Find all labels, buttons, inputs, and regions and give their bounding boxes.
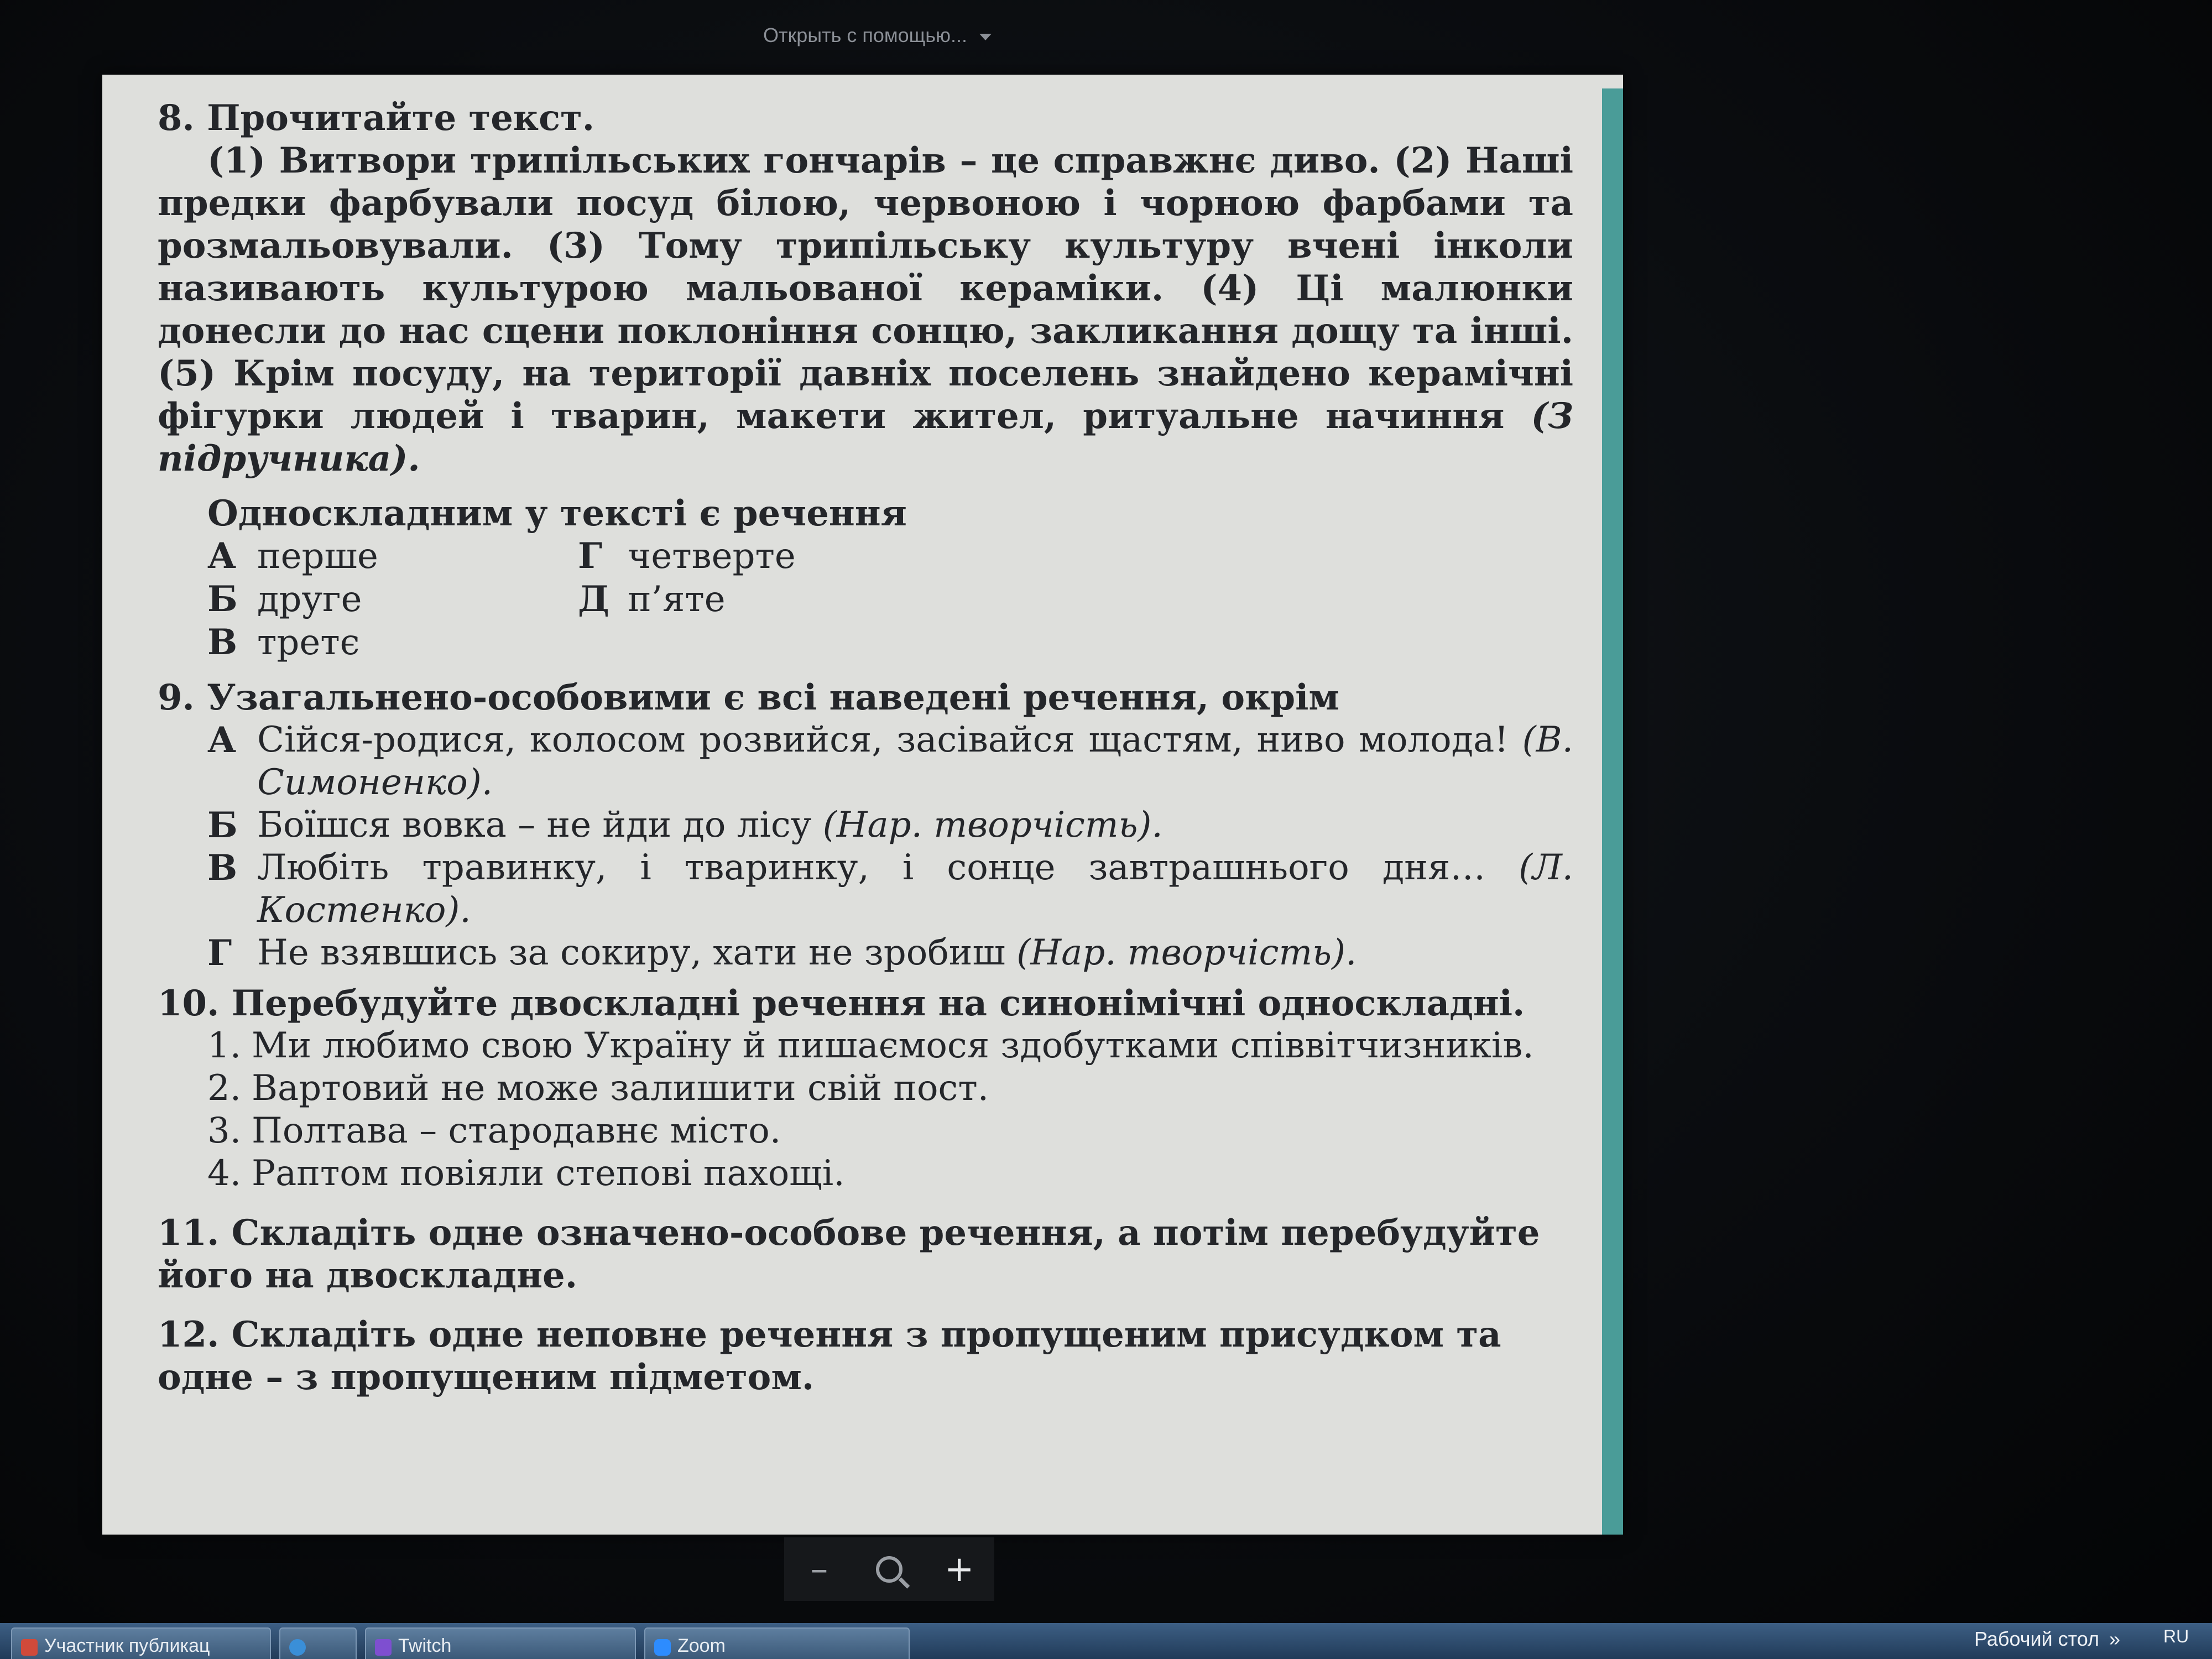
task-8-option: Д п’яте [578,578,726,620]
task-9-option: Г Не взявшись за сокиру, хати не зробиш (Нар. творчість). [207,932,1357,974]
browser-icon [289,1639,306,1656]
task-8-question: Односкладним у тексті є речення [207,493,907,534]
task-8-options [207,535,1573,664]
task-10 [158,982,1573,1195]
open-with-menu[interactable] [763,20,992,51]
task-8-source: (З підручника). [158,395,1574,479]
page-edge-stripe [1602,88,1623,1535]
twitch-icon [375,1639,392,1656]
task-8-title: 8. Прочитайте текст. [158,97,595,139]
task-12-title: 12. Складіть одне неповне речення з пропущеним присудком та одне – з пропущеним підметом. [158,1314,1501,1398]
task-9-option: В Любіть травинку, і тваринку, і сонце завтрашнього дня… (Л. Костенко). [207,847,1573,931]
task-9-title: 9. Узагальнено-особовими є всі наведені речення, окрім [158,677,1339,718]
task-8 [158,97,1573,664]
zoom-out-button[interactable]: – [810,1548,828,1590]
task-8-option: Б друге [207,578,362,620]
taskbar-item-browser[interactable] [279,1627,357,1659]
desktop-toolbar[interactable] [1974,1627,2120,1651]
task-8-option: А перше [207,535,378,577]
taskbar-item-zoom[interactable]: Zoom [644,1627,910,1659]
task-9-option: А Сійся-родися, колосом розвийся, засівайся щастям, ниво молода! (В. Симоненко). [207,719,1574,803]
task-8-text [158,139,1573,480]
task-8-option: В третє [207,622,360,663]
zoom-toolbar [784,1537,994,1601]
task-11-title: 11. Складіть одне означено-особове речення, а потім перебудуйте його на двоскладне. [158,1212,1540,1296]
document-page [102,75,1623,1535]
zoom-app-icon [654,1639,671,1656]
task-10-item: 1. Ми любимо свою Україну й пишаємося здобутками співвітчизників. [207,1025,1534,1066]
language-indicator[interactable]: RU [2163,1626,2189,1646]
app-icon [21,1639,38,1656]
task-9-option: Б Боїшся вовка – не йди до лісу (Нар. творчість). [207,805,1163,846]
zoom-reset-button[interactable] [864,1545,914,1594]
magnifier-icon [876,1556,902,1583]
task-10-item: 4. Раптом повіяли степові пахощі. [207,1153,845,1194]
task-8-option: Г четверте [578,535,796,577]
taskbar-item-twitch[interactable]: Twitch [365,1627,636,1659]
task-10-item: 2. Вартовий не може залишити свій пост. [207,1068,989,1109]
zoom-in-button[interactable]: + [944,1548,974,1590]
task-9 [158,676,1573,974]
task-8-body: (1) Витвори трипільських гончарів – це справжнє диво. (2) Наші предки фарбували посуд білою, червоною і чорною фарбами та розмальовували. (3) Тому трипільську культуру вчені інколи називають культурою мальованої кераміки. (4) Ці малюнки донесли до нас сцени поклоніння сонцю, закликання дощу та інші. (5) Крім посуду, на території давніх поселень знайдено керамічні фігурки людей і тварин, макети жител, ритуальне начиння [158,140,1573,437]
document-content [158,97,1573,1512]
open-with-label[interactable]: Открыть с помощью... [763,24,968,46]
task-10-item: 3. Полтава – стародавнє місто. [207,1110,781,1151]
task-10-title: 10. Перебудуйте двоскладні речення на синонімічні односкладні. [158,983,1525,1024]
dropdown-caret-icon[interactable] [979,34,992,40]
taskbar [0,1623,2212,1659]
chevron-icon[interactable]: » [2109,1627,2121,1650]
taskbar-item-publication[interactable]: Участник публикац [11,1627,271,1659]
desktop-label[interactable]: Рабочий стол [1974,1627,2099,1650]
